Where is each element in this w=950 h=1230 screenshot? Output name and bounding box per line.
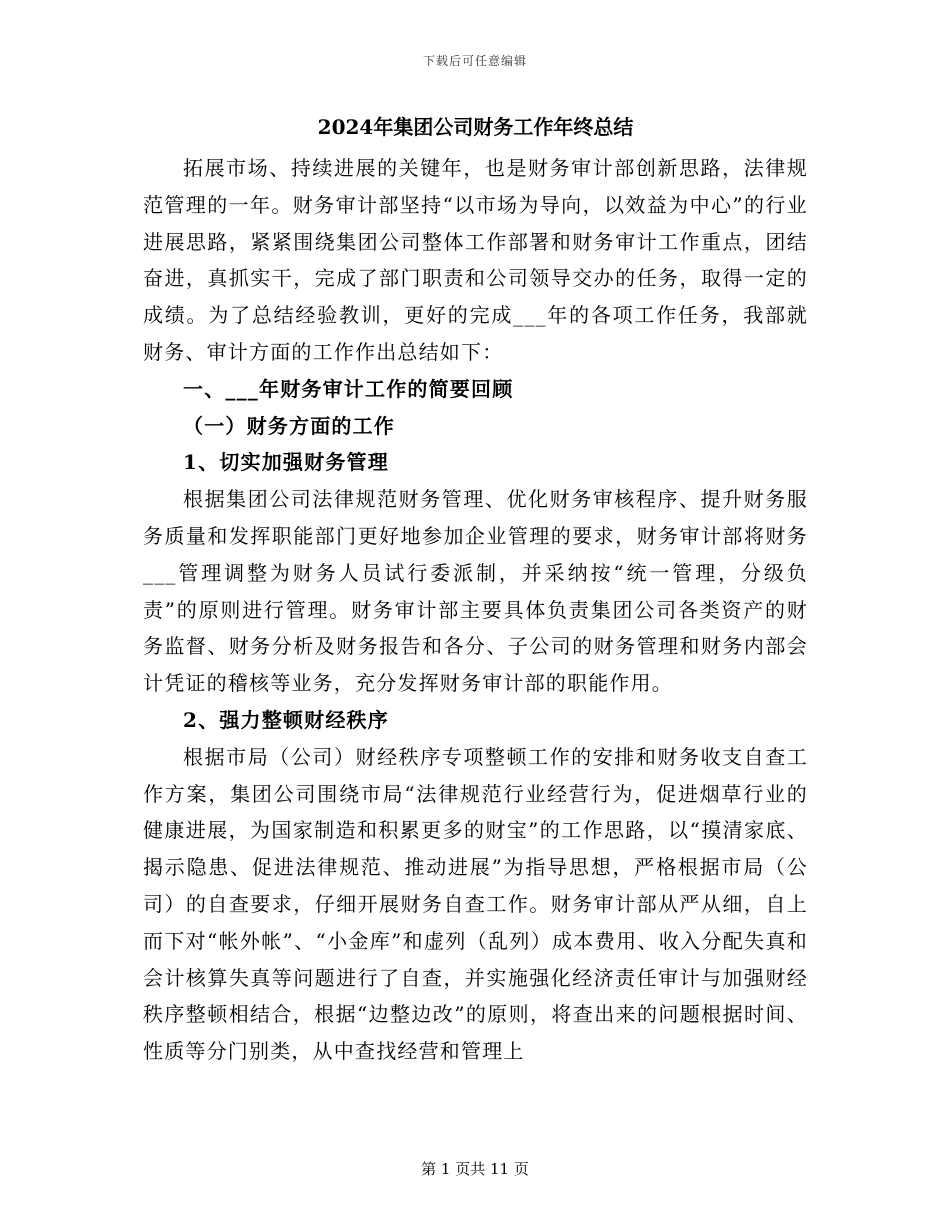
intro-paragraph: 拓展市场、持续进展的关键年，也是财务审计部创新思路，法律规范管理的一年。财务审计部坚持“以市场为导向，以效益为中心”的行业进展思路，紧紧围绕集团公司整体工作部署和财务审计工作重点，团结奋进，真抓实干，完成了部门职责和公司领导交办的任务，取得一定的成绩。为了总结经验教训，更好的完成___年的各项工作任务，我部就财务、审计方面的工作作出总结如下：	[143, 156, 808, 364]
section-heading-1: 一、___年财务审计工作的简要回顾	[183, 376, 514, 401]
download-note: 下载后可任意编辑	[422, 54, 527, 68]
subsection-heading-finance: （一）财务方面的工作	[183, 413, 395, 438]
item-paragraph-1: 根据集团公司法律规范财务管理、优化财务审核程序、提升财务服务质量和发挥职能部门更好地参加企业管理的要求，财务审计部将财务___管理调整为财务人员试行委派制，并采纳按“统一管理，分级负责”的原则进行管理。财务审计部主要具体负责集团公司各类资产的财务监督、财务分析及财务报告和各分、子公司的财务管理和财务内部会计凭证的稽核等业务，充分发挥财务审计部的职能作用。	[143, 487, 808, 696]
item-heading-1: 1、切实加强财务管理	[183, 450, 389, 475]
page-number: 第 1 页共 11 页	[421, 1160, 529, 1178]
document-body	[143, 112, 808, 1070]
item-paragraph-2: 根据市局（公司）财经秩序专项整顿工作的安排和财务收支自查工作方案，集团公司围绕市局“法律规范行业经营行为，促进烟草行业的健康进展，为国家制造和积累更多的财宝”的工作思路，以“摸清家底、揭示隐患、促进法律规范、推动进展”为指导思想，严格根据市局（公司）的自查要求，仔细开展财务自查工作。财务审计部从严从细，自上而下对“帐外帐”、“小金库”和虚列（乱列）成本费用、收入分配失真和会计核算失真等问题进行了自查，并实施强化经济责任审计与加强财经秩序整顿相结合，根据“边整边改”的原则，将查出来的问题根据时间、性质等分门别类，从中查找经营和管理上	[143, 744, 808, 1064]
item-heading-2: 2、强力整顿财经秩序	[183, 707, 389, 732]
document-title: 2024年集团公司财务工作年终总结	[317, 115, 634, 139]
